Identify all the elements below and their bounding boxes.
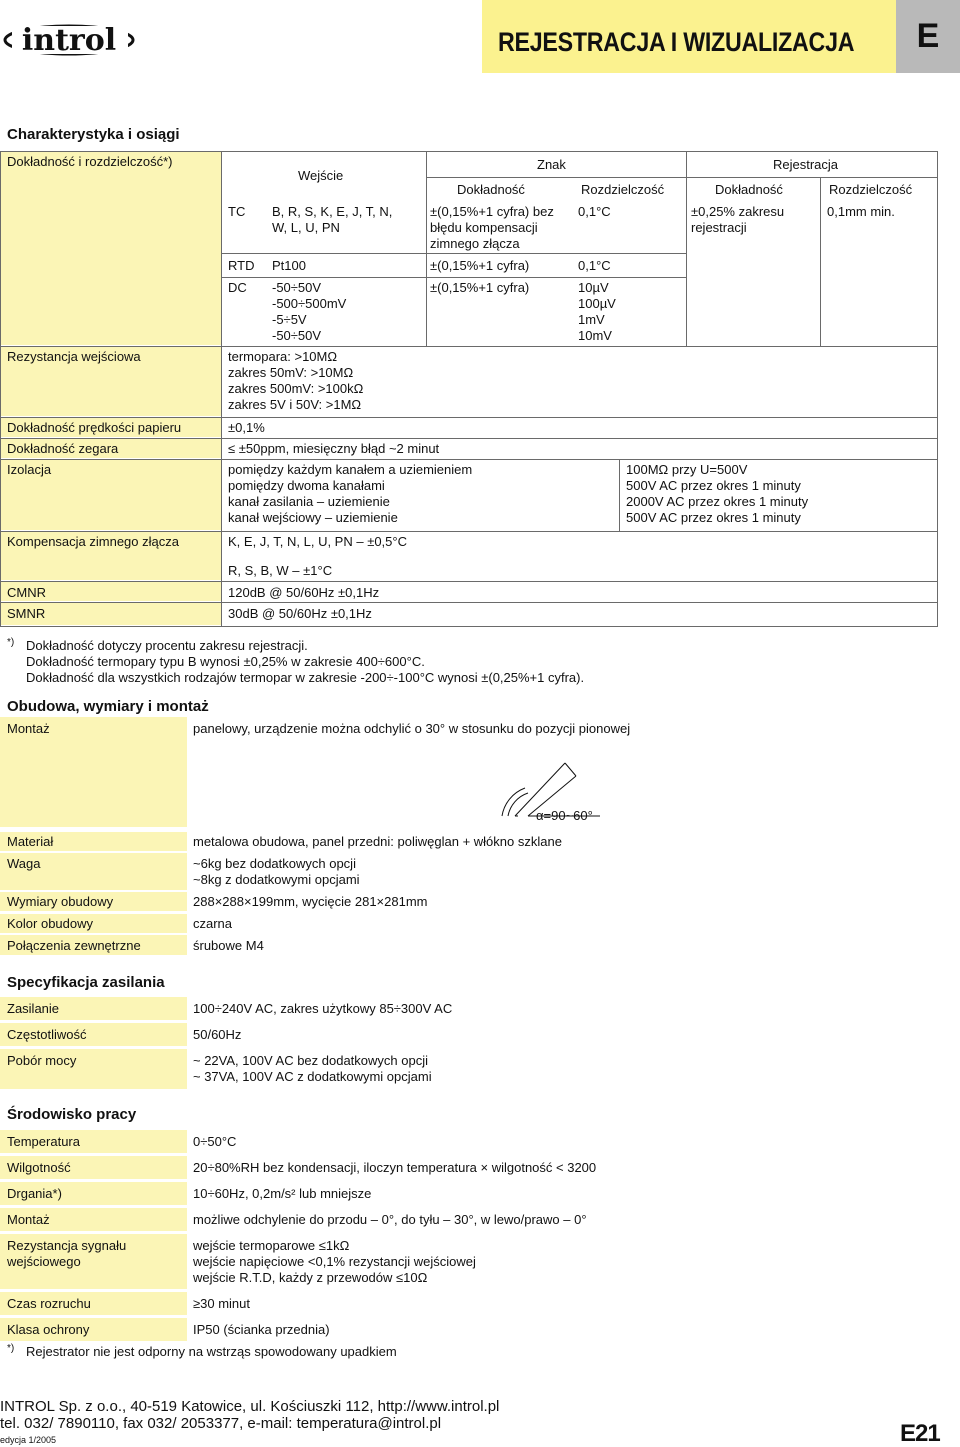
isolation-label: Izolacja [7,462,52,477]
row-type: DC [228,280,247,295]
cmnr-label: CMNR [7,585,46,600]
env-value: IP50 (ścianka przednia) [193,1322,330,1337]
section-letter: E [896,0,960,73]
env-label: Rezystancja sygnału wejściowego [7,1238,127,1269]
row-input: -50÷50V -500÷500mV -5÷5V -50÷50V [272,280,347,343]
footnote-mark: *) [7,1343,15,1354]
cmnr-value: 120dB @ 50/60Hz ±0,1Hz [228,585,380,600]
env-footnote: Rejestrator nie jest odporny na wstrząs spowodowany upadkiem [26,1344,397,1359]
env-value: 0÷50°C [193,1134,237,1149]
env-label: Temperatura [7,1134,80,1149]
col-znak: Znak [537,157,566,172]
section-title-housing: Obudowa, wymiary i montaż [7,698,209,715]
power-label: Częstotliwość [7,1027,87,1042]
label-bg [0,152,221,345]
col-znak-dokladnosc: Dokładność [457,182,525,197]
housing-label: Kolor obudowy [7,916,93,931]
footer-edition: edycja 1/2005 [0,1435,57,1445]
row-resolution: 0,1°C [578,258,611,273]
row-accuracy: ±(0,15%+1 cyfra) [430,280,530,295]
housing-label: Waga [7,856,41,871]
section-title-power: Specyfikacja zasilania [7,974,165,991]
housing-value: czarna [193,916,233,931]
housing-value: śrubowe M4 [193,938,264,953]
mount-value: panelowy, urządzenie można odchylić o 30° w stosunku do pozycji pionowej [193,721,631,736]
row-input: B, R, S, K, E, J, T, N, W, L, U, PN [272,204,393,235]
reg-accuracy: ±0,25% zakresu rejestracji [691,204,785,235]
col-rej-rozdzielczosc: Rozdzielczość [829,182,913,197]
paper-speed-value: ±0,1% [228,420,265,435]
isolation-desc: pomiędzy każdym kanałem a uziemieniem pomiędzy dwoma kanałami kanał zasilania – uziemienie kanał wejściowy – uziemienie [228,462,473,525]
col-wejscie: Wejście [298,168,344,183]
env-value: wejście termoparowe ≤1kΩ wejście napięciowe <0,1% rezystancji wejściowej wejście R.T.D, każdy z przewodów ≤10Ω [193,1238,476,1285]
row-input: Pt100 [272,258,306,273]
env-value: 20÷80%RH bez kondensacji, iloczyn temperatura × wilgotność < 3200 [193,1160,597,1175]
isolation-values: 100MΩ przy U=500V 500V AC przez okres 1 minuty 2000V AC przez okres 1 minuty 500V AC przez okres 1 minuty [626,462,809,525]
env-value: ≥30 minut [193,1296,250,1311]
section-title-characteristics: Charakterystyka i osiągi [7,126,180,143]
section-title-environment: Środowisko pracy [7,1106,137,1123]
housing-label: Wymiary obudowy [7,894,114,909]
power-label: Zasilanie [7,1001,60,1016]
power-value: 100÷240V AC, zakres użytkowy 85÷300V AC [193,1001,453,1016]
row-type: TC [228,204,246,219]
smnr-label: SMNR [7,606,46,621]
housing-value: metalowa obudowa, panel przedni: poliwęglan + włókno szklane [193,834,562,849]
page-title: REJESTRACJA I WIZUALIZACJA [498,27,855,57]
cjc-value-1: K, E, J, T, N, L, U, PN – ±0,5°C [228,534,407,549]
housing-label: Materiał [7,834,54,849]
env-value: 10÷60Hz, 0,2m/s² lub mniejsze [193,1186,372,1201]
power-value: 50/60Hz [193,1027,242,1042]
angle-label: α=90~60° [536,808,593,823]
env-label: Drgania*) [7,1186,62,1201]
clock-value: ≤ ±50ppm, miesięczny błąd ~2 minut [228,441,440,456]
row-type: RTD [228,258,255,273]
footer-address: INTROL Sp. z o.o., 40-519 Katowice, ul. Kościuszki 112, http://www.introl.pl [0,1398,500,1415]
housing-value: 288×288×199mm, wycięcie 281×281mm [193,894,428,909]
env-label: Klasa ochrony [7,1322,90,1337]
svg-text:introl: introl [21,23,117,58]
env-label: Wilgotność [7,1160,71,1175]
housing-label: Połączenia zewnętrzne [7,938,141,953]
power-label: Pobór mocy [7,1053,77,1068]
env-label: Czas rozruchu [7,1296,91,1311]
env-label: Montaż [7,1212,50,1227]
row-accuracy: ±(0,15%+1 cyfra) bez błędu kompensacji zimnego złącza [430,204,554,251]
col-rejestracja: Rejestracja [773,157,839,172]
mount-label: Montaż [7,721,50,736]
accuracy-label: Dokładność i rozdzielczość*) [7,154,173,169]
col-znak-rozdzielczosc: Rozdzielczość [581,182,665,197]
smnr-value: 30dB @ 50/60Hz ±0,1Hz [228,606,372,621]
env-value: możliwe odchylenie do przodu – 0°, do tyłu – 30°, w lewo/prawo – 0° [193,1212,587,1227]
cjc-value-2: R, S, B, W – ±1°C [228,563,333,578]
introl-logo [2,20,136,58]
input-resistance-value: termopara: >10MΩ zakres 50mV: >10MΩ zakres 500mV: >100kΩ zakres 5V i 50V: >1MΩ [228,349,364,412]
cjc-label: Kompensacja zimnego złącza [7,534,179,549]
row-resolution: 10µV 100µV 1mV 10mV [578,280,616,343]
housing-value: ~6kg bez dodatkowych opcji ~8kg z dodatkowymi opcjami [193,856,360,887]
input-resistance-label: Rezystancja wejściowa [7,349,141,364]
row-resolution: 0,1°C [578,204,611,219]
page-number: E21 [900,1420,940,1447]
footnote-mark: *) [7,637,15,648]
reg-resolution: 0,1mm min. [827,204,895,219]
footnotes: Dokładność dotyczy procentu zakresu rejestracji. Dokładność termopary typu B wynosi ±0,25% w zakresie 400÷600°C. Dokładność dla wszystkich rodzajów termopar w zakresie -200÷-100°C wynosi ±(0,25%+1 cyfra). [26,638,585,685]
col-rej-dokladnosc: Dokładność [715,182,783,197]
power-value: ~ 22VA, 100V AC bez dodatkowych opcji ~ 37VA, 100V AC z dodatkowymi opcjami [193,1053,432,1084]
footer-contact: tel. 032/ 7890110, fax 032/ 2053377, e-mail: temperatura@introl.pl [0,1415,442,1432]
row-accuracy: ±(0,15%+1 cyfra) [430,258,530,273]
clock-label: Dokładność zegara [7,441,119,456]
paper-speed-label: Dokładność prędkości papieru [7,420,182,435]
